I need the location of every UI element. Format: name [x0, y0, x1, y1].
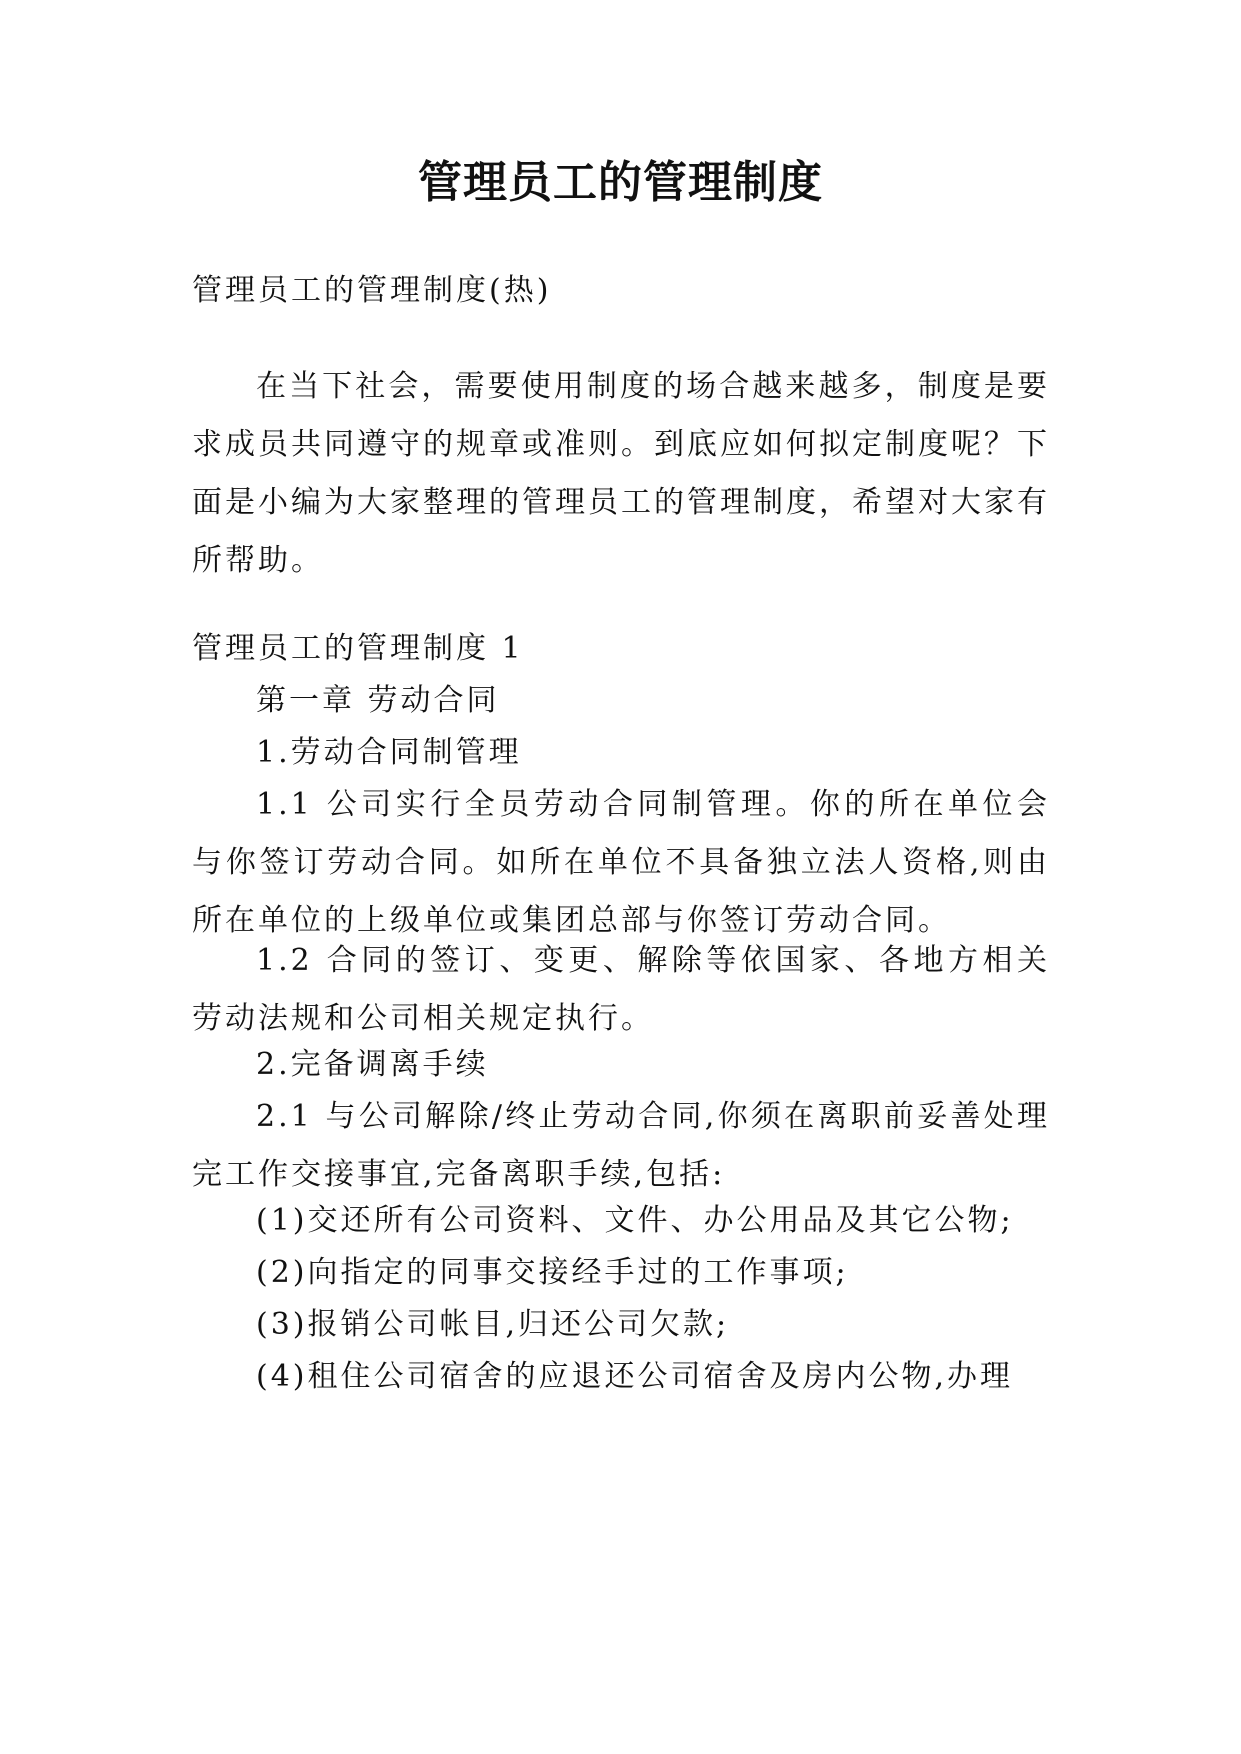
section-heading: 管理员工的管理制度 1 [192, 631, 524, 666]
document-title: 管理员工的管理制度 [418, 157, 823, 208]
item-1-2-paragraph: 1.2 合同的签订、变更、解除等依国家、各地方相关劳动法规和公司相关规定执行。 [192, 943, 1050, 1036]
list-item: (2)向指定的同事交接经手过的工作事项; [256, 1255, 849, 1290]
item-1-1-paragraph: 1.1 公司实行全员劳动合同制管理。你的所在单位会与你签订劳动合同。如所在单位不具备独立法人资格,则由所在单位的上级单位或集团总部与你签订劳动合同。 [192, 787, 1050, 938]
item-2-1-paragraph: 2.1 与公司解除/终止劳动合同,你须在离职前妥善处理完工作交接事宜,完备离职手续,包括: [192, 1099, 1050, 1192]
list-item: (1)交还所有公司资料、文件、办公用品及其它公物; [256, 1203, 1014, 1238]
item-1-heading: 1.劳动合同制管理 [256, 735, 522, 770]
chapter-heading: 第一章 劳动合同 [256, 683, 500, 718]
list-item: (4)租住公司宿舍的应退还公司宿舍及房内公物,办理 [256, 1359, 1014, 1394]
intro-paragraph: 在当下社会，需要使用制度的场合越来越多，制度是要求成员共同遵守的规章或准则。到底应如何拟定制度呢？下面是小编为大家整理的管理员工的管理制度，希望对大家有所帮助。 [192, 369, 1050, 578]
list-item: (3)报销公司帐目,归还公司欠款; [256, 1307, 730, 1342]
item-2-heading: 2.完备调离手续 [256, 1047, 489, 1082]
document-subtitle: 管理员工的管理制度(热) [192, 273, 552, 308]
